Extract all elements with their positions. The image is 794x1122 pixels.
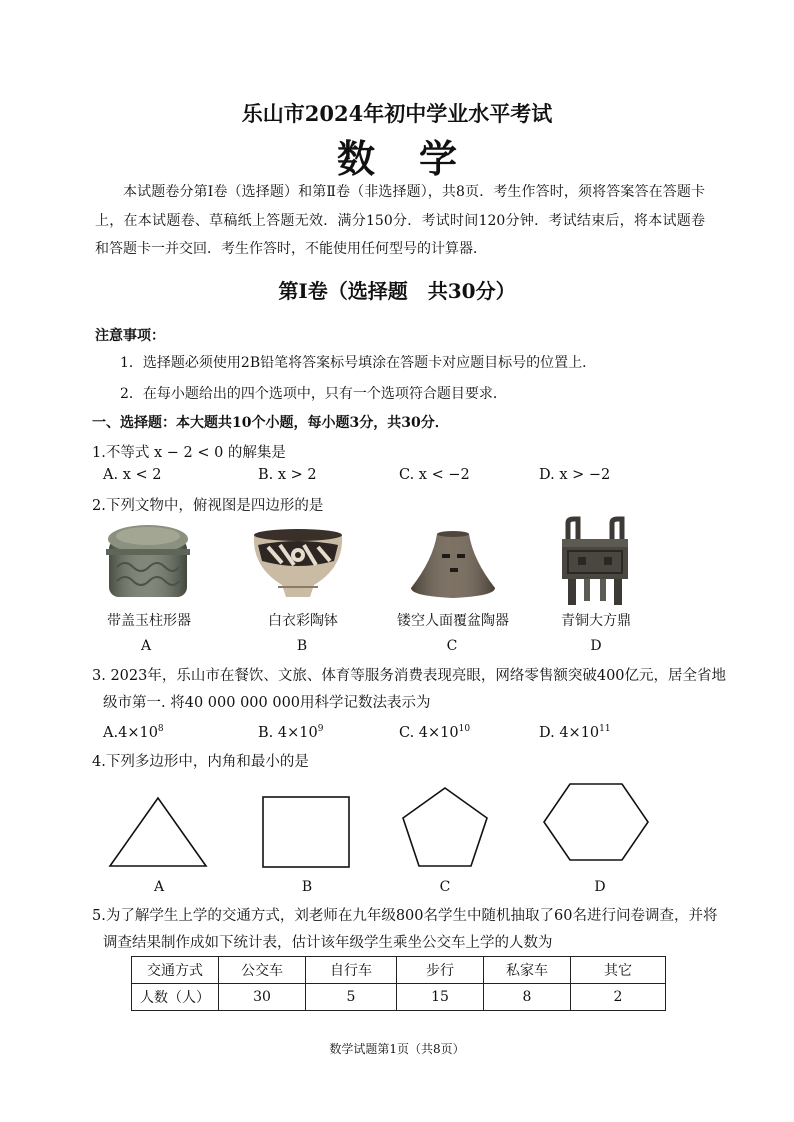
subject-title: 数学: [336, 136, 501, 181]
exam-instructions: 本试题卷分第Ⅰ卷（选择题）和第Ⅱ卷（非选择题），共8页．考生作答时，须将答案答在答题卡上，在本试题卷、草稿纸上答题无效．满分150分．考试时间120分钟．考试结束后，将本试题卷和答题卡一并交回．考生作答时，不能使用任何型号的计算器．: [95, 184, 705, 257]
q3-option-d-base: 4×10: [559, 724, 600, 741]
table-header-row: [132, 957, 666, 984]
q3-option-b: [258, 724, 323, 741]
polygon-letter-d: D: [594, 879, 606, 895]
artifact-letter-a: A: [140, 638, 152, 654]
transport-stats-table: [131, 956, 666, 1011]
q3-option-c-label: C.: [399, 724, 415, 741]
artifact-caption-c: 镂空人面覆盆陶器: [397, 613, 509, 629]
table-header-cell: 其它: [571, 957, 666, 984]
q3-option-c-base: 4×10: [418, 724, 459, 741]
artifact-letter-d: D: [590, 638, 602, 654]
q3-option-d-label: D.: [539, 724, 555, 741]
polygon-figures: [0, 780, 794, 880]
table-header-cell: 交通方式: [132, 957, 219, 984]
question-1-stem: 1.不等式 x − 2 < 0 的解集是: [92, 445, 286, 461]
q1-option-a: A. x < 2: [103, 467, 162, 483]
artifact-caption-a: 带盖玉柱形器: [107, 613, 191, 629]
table-cell: 8: [484, 984, 571, 1011]
q3-option-a-exponent: 8: [157, 724, 164, 734]
bronze-ding-image: [558, 517, 632, 607]
q3-option-c: [399, 724, 470, 741]
q3-option-b-base: 4×10: [277, 724, 318, 741]
q3-option-a-base: 4×10: [118, 724, 158, 741]
note-item: 1．选择题必须使用2B铅笔将答案标号填涂在答题卡对应题目标号的位置上．: [120, 355, 597, 371]
question-3-stem-line2: 级市第一. 将40 000 000 000用科学记数法表示为: [103, 695, 431, 711]
q3-option-d-exponent: 11: [599, 724, 611, 734]
q3-option-a-label: A.: [103, 724, 119, 741]
artifact-caption-d: 青铜大方鼎: [561, 613, 631, 629]
q3-option-b-exponent: 9: [317, 724, 324, 734]
table-cell: 5: [306, 984, 397, 1011]
polygon-letter-a: A: [153, 879, 165, 895]
table-row: [132, 984, 666, 1011]
question-5-stem-line1: 5.为了解学生上学的交通方式，刘老师在九年级800名学生中随机抽取了60名进行问卷调查，并将: [92, 908, 718, 924]
artifact-letter-c: C: [446, 638, 458, 654]
q3-option-a: [103, 724, 164, 741]
polygon-letter-c: C: [439, 879, 451, 895]
page-footer: 数学试题第1页（共8页）: [329, 1042, 465, 1056]
face-pottery-image: [407, 530, 499, 602]
table-cell: 人数（人）: [132, 984, 219, 1011]
jade-cylinder-image: [103, 519, 193, 605]
note-item: 2．在每小题给出的四个选项中，只有一个选项符合题目要求．: [120, 386, 507, 402]
q3-option-d: [539, 724, 611, 741]
triangle-shape: [110, 798, 206, 866]
question-5-stem-line2: 调查结果制作成如下统计表，估计该年级学生乘坐公交车上学的人数为: [103, 935, 553, 951]
table-header-cell: 公交车: [219, 957, 306, 984]
table-cell: 30: [219, 984, 306, 1011]
question-2-stem: 2.下列文物中，俯视图是四边形的是: [92, 498, 324, 514]
q3-option-c-exponent: 10: [458, 724, 471, 734]
hexagon-shape: [544, 784, 648, 860]
q1-option-c: C. x < −2: [399, 467, 470, 483]
artifact-caption-b: 白衣彩陶钵: [268, 613, 338, 629]
square-shape: [263, 797, 349, 867]
question-4-stem: 4.下列多边形中，内角和最小的是: [92, 754, 309, 770]
table-header-cell: 步行: [397, 957, 484, 984]
table-cell: 15: [397, 984, 484, 1011]
pentagon-shape: [403, 788, 487, 866]
table-header-cell: 私家车: [484, 957, 571, 984]
painted-bowl-image: [248, 527, 348, 603]
notes-title: 注意事项：: [95, 328, 165, 344]
table-cell: 2: [571, 984, 666, 1011]
q1-option-d: D. x > −2: [539, 467, 611, 483]
section-heading: 一、选择题：本大题共10个小题，每小题3分，共30分．: [92, 415, 449, 431]
question-3-stem-line1: 3. 2023年，乐山市在餐饮、文旅、体育等服务消费表现亮眼，网络零售额突破400亿元，居全省地: [92, 668, 727, 684]
exam-title: 乐山市2024年初中学业水平考试: [241, 101, 553, 126]
q3-option-b-label: B.: [258, 724, 274, 741]
table-header-cell: 自行车: [306, 957, 397, 984]
part-title: 第Ⅰ卷（选择题 共30分）: [278, 279, 516, 303]
artifact-letter-b: B: [296, 638, 308, 654]
polygon-letter-b: B: [301, 879, 313, 895]
q1-option-b: B. x > 2: [258, 467, 317, 483]
